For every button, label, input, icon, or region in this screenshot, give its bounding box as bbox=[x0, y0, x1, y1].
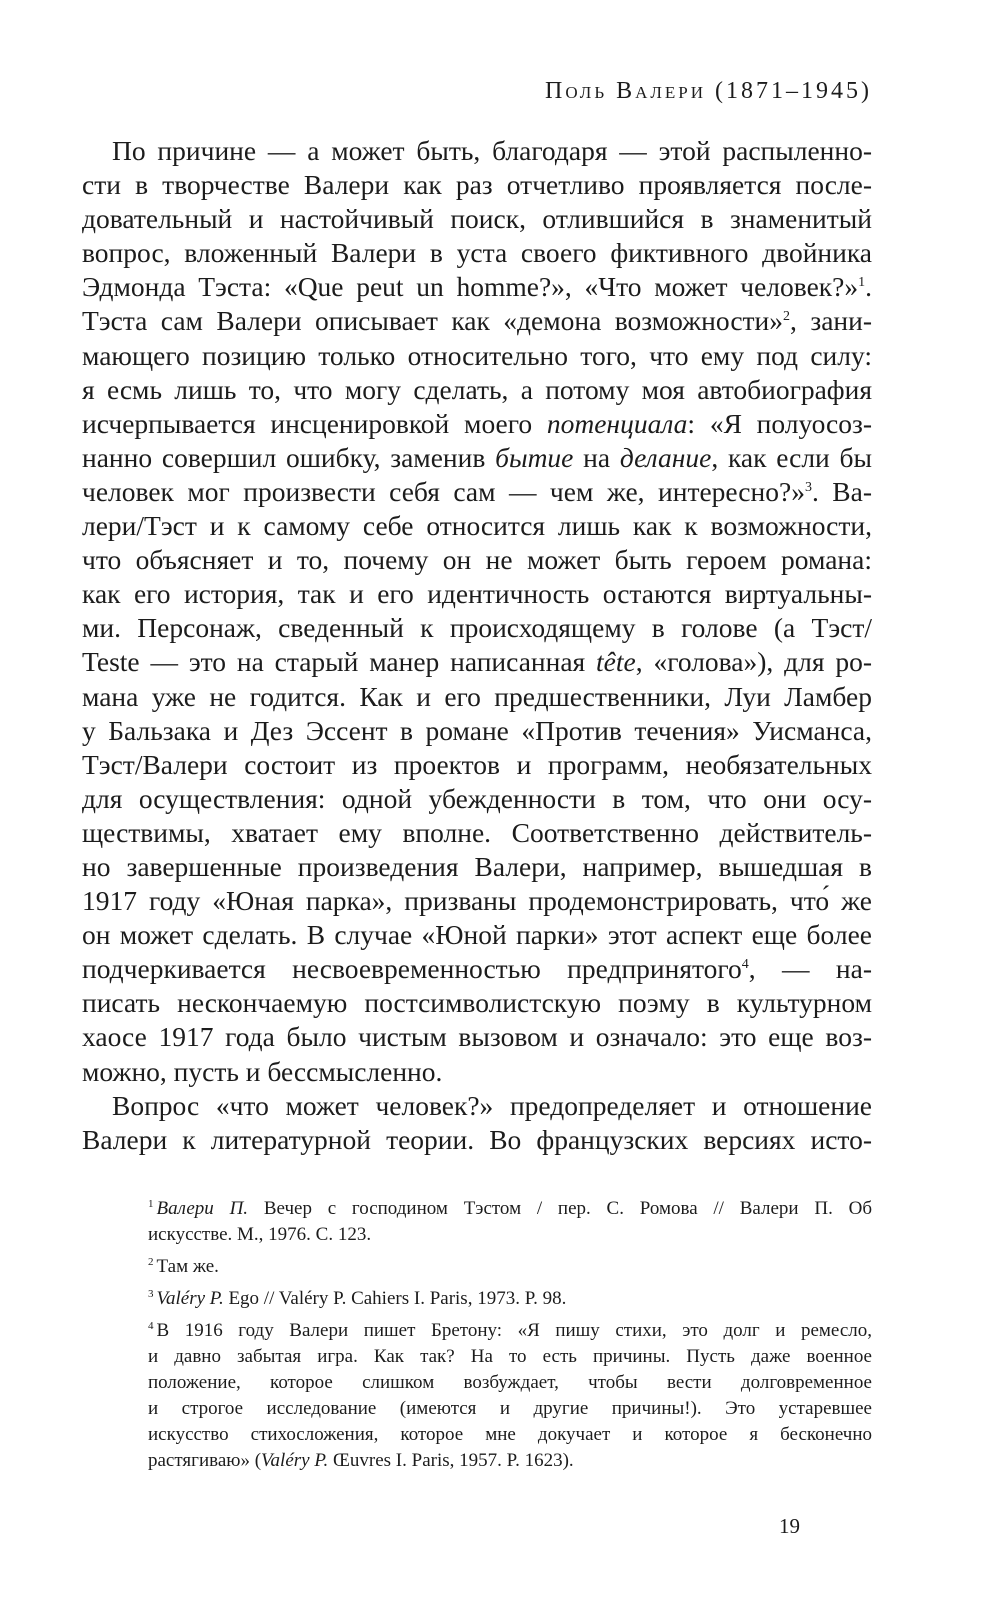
footnote-ref: 4 bbox=[741, 957, 749, 973]
paragraph-2 bbox=[82, 1089, 872, 1157]
text-line: можно, пусть и бессмысленно. bbox=[82, 1055, 443, 1087]
text-line: сти в творчестве Валери как раз отчетливо проявляется после- bbox=[82, 169, 872, 201]
text-line: но завершенные произведения Валери, например, вышедшая в bbox=[82, 850, 872, 882]
text-line: человек мог произвести себя сам — чем же, интересно?»$^3$. Ва- bbox=[82, 475, 872, 507]
footnote-2: $^2$ Там же. bbox=[148, 1255, 219, 1277]
text-line: ществимы, хватает ему вполне. Соответственно действитель- bbox=[82, 816, 872, 848]
footnote-number: 1 bbox=[148, 1197, 154, 1210]
text-line: 1917 году «Юная парка», призваны продемонстрировать, что́ же bbox=[82, 885, 872, 917]
text-line: писать нескончаемую постсимволистскую поэму в культурном bbox=[82, 987, 872, 1019]
text-line: вопрос, вложенный Валери в уста своего фиктивного двойника bbox=[82, 237, 872, 269]
text-line: нанно совершил ошибку, заменив бытие на делание, как если бы bbox=[82, 441, 873, 473]
text-line: как его история, так и его идентичность остаются виртуальны- bbox=[82, 578, 872, 610]
text-line: Тэста сам Валери описывает как «демона возможности»$^2$, зани- bbox=[82, 305, 872, 337]
text-line: он может сделать. В случае «Юной парки» этот аспект еще более bbox=[82, 919, 872, 951]
text-line: у Бальзака и Дез Эссент в романе «Против течения» Уисманса, bbox=[82, 714, 872, 746]
footnote-ref: 3 bbox=[804, 479, 812, 495]
paragraph-1 bbox=[82, 134, 872, 1089]
text-line: Teste — это на старый манер написанная tête, «голова»), для ро- bbox=[82, 646, 873, 678]
main-text bbox=[82, 134, 872, 1157]
footnote-ref: 1 bbox=[858, 275, 866, 291]
footnote-number: 3 bbox=[148, 1287, 154, 1300]
footnote-number: 4 bbox=[148, 1319, 154, 1332]
text-line: лери/Тэст и к самому себе относится лишь как к возможности, bbox=[82, 510, 872, 542]
footnote-3: $^3$ Valéry P. Ego // Valéry P. Cahiers I. Paris, 1973. P. 98. bbox=[148, 1287, 567, 1309]
footnotes bbox=[148, 1196, 872, 1480]
text-line: По причине — а может быть, благодаря — этой распыленно- bbox=[112, 135, 872, 166]
text-line: хаосе 1917 года было чистым вызовом и означало: это еще воз- bbox=[82, 1021, 872, 1053]
text-line: для осуществления: одной убежденности в том, что они осу- bbox=[82, 782, 872, 814]
footnote-4: $^4$ В 1916 году Валери пишет Бретону: «Я пишу стихи, это долг и ремесло, и давно забытая игра. Как так? На то есть причины. Пусть даже военное положение, которое слишком возбуждает, чтобы вести долговременное и строгое исследование (имеются и другие причины!). Это устаревшее искусство стихосложения, которое мне докучает и которое я бесконечно растягиваю» (Valéry P. Œuvres I. Paris, 1957. P. 1623). bbox=[148, 1319, 872, 1471]
text-line: ми. Персонаж, сведенный к происходящему в голове (а Тэст/ bbox=[82, 612, 872, 644]
text-line: мана уже не годится. Как и его предшественники, Луи Ламбер bbox=[82, 680, 872, 712]
text-line: мающего позицию только относительно того, что ему под силу: bbox=[82, 339, 872, 371]
text-line: подчеркивается несвоевременностью предпринятого$^4$, — на- bbox=[82, 953, 872, 985]
text-line: исчерпывается инсценировкой моего потенциала: «Я полуосоз- bbox=[82, 407, 872, 439]
text-line: Эдмонда Тэста: «Que peut un homme?», «Что может человек?»$^1$. bbox=[82, 271, 872, 303]
text-line: Вопрос «что может человек?» предопределяет и отношение bbox=[112, 1089, 872, 1121]
text-line: Тэст/Валери состоит из проектов и программ, необязательных bbox=[82, 748, 872, 780]
text-line: я есмь лишь то, что могу сделать, а потому моя автобиография bbox=[82, 373, 872, 405]
text-line: Валери к литературной теории. Во французских версиях исто- bbox=[82, 1123, 872, 1155]
text-line: что объясняет и то, почему он не может быть героем романа: bbox=[82, 544, 872, 576]
footnote-number: 2 bbox=[148, 1255, 154, 1268]
running-head: Поль Валери (1871–1945) bbox=[545, 78, 872, 104]
text-line: довательный и настойчивый поиск, отлившийся в знаменитый bbox=[82, 203, 872, 235]
page-number: 19 bbox=[779, 1514, 800, 1538]
footnote-1: $^1$ Валери П. Вечер с господином Тэстом / пер. С. Ромова // Валери П. Об искусстве. М., 1976. С. 123. bbox=[148, 1197, 872, 1245]
footnote-ref: 2 bbox=[783, 309, 791, 325]
